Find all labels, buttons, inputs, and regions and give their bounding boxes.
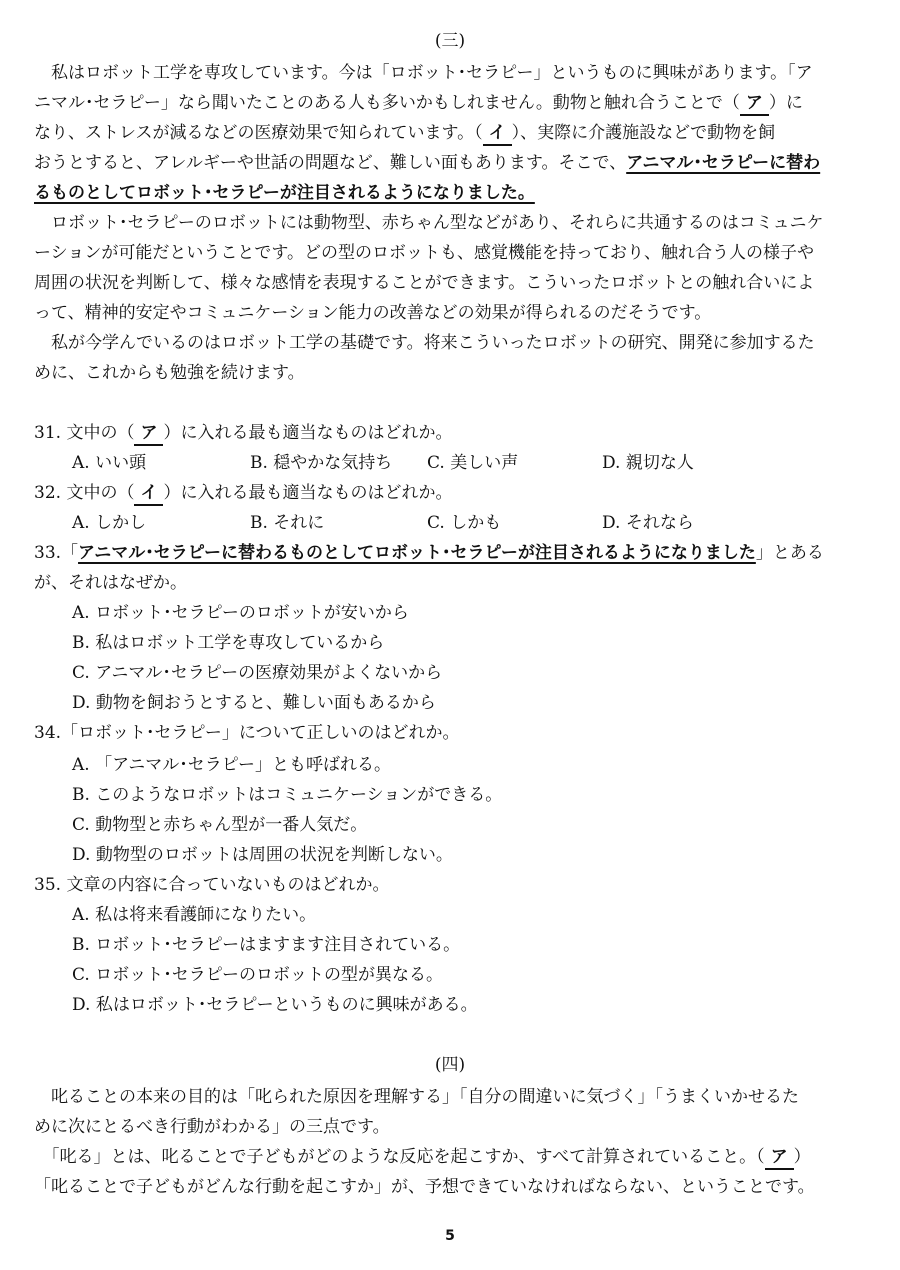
option-d[interactable]: D. 私はロボット･セラピーというものに興味がある。 [72, 995, 478, 1015]
option-a[interactable]: A. しかし [72, 513, 147, 533]
passage-line: 私が今学んでいるのはロボット工学の基礎です。将来こういったロボットの研究、開発に参加するた [34, 333, 815, 353]
blank-i: イ [134, 482, 163, 506]
passage-line: ニマル･セラピー」なら聞いたことのある人も多いかもしれません。動物と触れ合うことで（ ア ）に [34, 88, 803, 118]
question-35: 35. 文章の内容に合っていないものはどれか。 [34, 875, 390, 895]
option-d[interactable]: D. それなら [602, 513, 694, 533]
passage-line: って、精神的安定やコミュニケーション能力の改善などの効果が得られるのだそうです。 [34, 303, 712, 323]
option-c[interactable]: C. 美しい声 [427, 453, 519, 473]
section-4-heading: (四) [434, 1055, 466, 1075]
option-a[interactable]: A. 「アニマル･セラピー」とも呼ばれる。 [72, 755, 392, 775]
passage-line: なり、ストレスが減るなどの医療効果で知られています。（ イ ）、実際に介護施設などで動物を飼 [34, 118, 775, 148]
page-number: 5 [445, 1228, 455, 1244]
passage-line [34, 178, 535, 208]
blank-a: ア [740, 92, 769, 116]
question-32: 32. 文中の（ イ ）に入れる最も適当なものはどれか。 [34, 478, 452, 508]
option-b[interactable]: B. 私はロボット工学を専攻しているから [72, 633, 385, 653]
option-c[interactable]: C. アニマル･セラピーの医療効果がよくないから [72, 663, 443, 683]
option-d[interactable]: D. 親切な人 [602, 453, 694, 473]
passage-line: ーションが可能だということです。どの型のロボットも、感覚機能を持っており、触れ合う人の様子や [34, 243, 814, 263]
blank-a: ア [134, 422, 163, 446]
option-d[interactable]: D. 動物を飼おうとすると、難しい面もあるから [72, 693, 436, 713]
passage-line: めに、これからも勉強を続けます。 [34, 363, 305, 383]
option-c[interactable]: C. 動物型と赤ちゃん型が一番人気だ。 [72, 815, 368, 835]
option-c[interactable]: C. ロボット･セラピーのロボットの型が異なる。 [72, 965, 444, 985]
blank-i: イ [483, 122, 512, 146]
passage-line: 「叱る」とは、叱ることで子どもがどのような反応を起こすか、すべて計算されていること。（ ア ） [34, 1142, 811, 1172]
blank-a: ア [765, 1146, 794, 1170]
option-b[interactable]: B. 穏やかな気持ち [250, 453, 393, 473]
option-b[interactable]: B. このようなロボットはコミュニケーションができる。 [72, 785, 503, 805]
underlined-phrase: アニマル･セラピーに替わ [626, 153, 821, 173]
passage-line: 周囲の状況を判断して、様々な感情を表現することができます。こういったロボットとの触れ合いによ [34, 273, 815, 293]
section-3-heading: (三) [434, 31, 466, 51]
passage-line: 「叱ることで子どもがどんな行動を起こすか」が、予想できていなければならない、ということです。 [34, 1177, 815, 1197]
passage-line: 叱ることの本来の目的は「叱られた原因を理解する」「自分の間違いに気づく」「うまくいかせるた [34, 1087, 799, 1107]
question-33: 33.「アニマル･セラピーに替わるものとしてロボット･セラピーが注目されるようになりました」とある [34, 543, 824, 563]
passage-line: おうとすると、アレルギーや世話の問題など、難しい面もあります。そこで、アニマル･セラピーに替わ [34, 153, 821, 173]
underlined-quote: アニマル･セラピーに替わるものとしてロボット･セラピーが注目されるようになりました [78, 543, 756, 563]
option-c[interactable]: C. しかも [427, 513, 502, 533]
question-34: 34.「ロボット･セラピー」について正しいのはどれか。 [34, 723, 460, 743]
passage-line: めに次にとるべき行動がわかる」の三点です。 [34, 1117, 390, 1137]
passage-line: ロボット･セラピーのロボットには動物型、赤ちゃん型などがあり、それらに共通するのはコミュニケ [34, 213, 824, 233]
question-33-stem-cont: が、それはなぜか。 [34, 573, 187, 593]
option-a[interactable]: A. いい頭 [72, 453, 147, 473]
question-31: 31. 文中の（ ア ）に入れる最も適当なものはどれか。 [34, 418, 452, 448]
option-d[interactable]: D. 動物型のロボットは周囲の状況を判断しない。 [72, 845, 453, 865]
option-a[interactable]: A. ロボット･セラピーのロボットが安いから [72, 603, 409, 623]
option-b[interactable]: B. それに [250, 513, 325, 533]
underlined-phrase: るものとしてロボット･セラピーが注目されるようになりました。 [34, 183, 535, 203]
option-b[interactable]: B. ロボット･セラピーはますます注目されている。 [72, 935, 461, 955]
passage-line: 私はロボット工学を専攻しています。今は「ロボット･セラピー」というものに興味があります。「ア [34, 63, 813, 83]
option-a[interactable]: A. 私は将来看護師になりたい。 [72, 905, 317, 925]
